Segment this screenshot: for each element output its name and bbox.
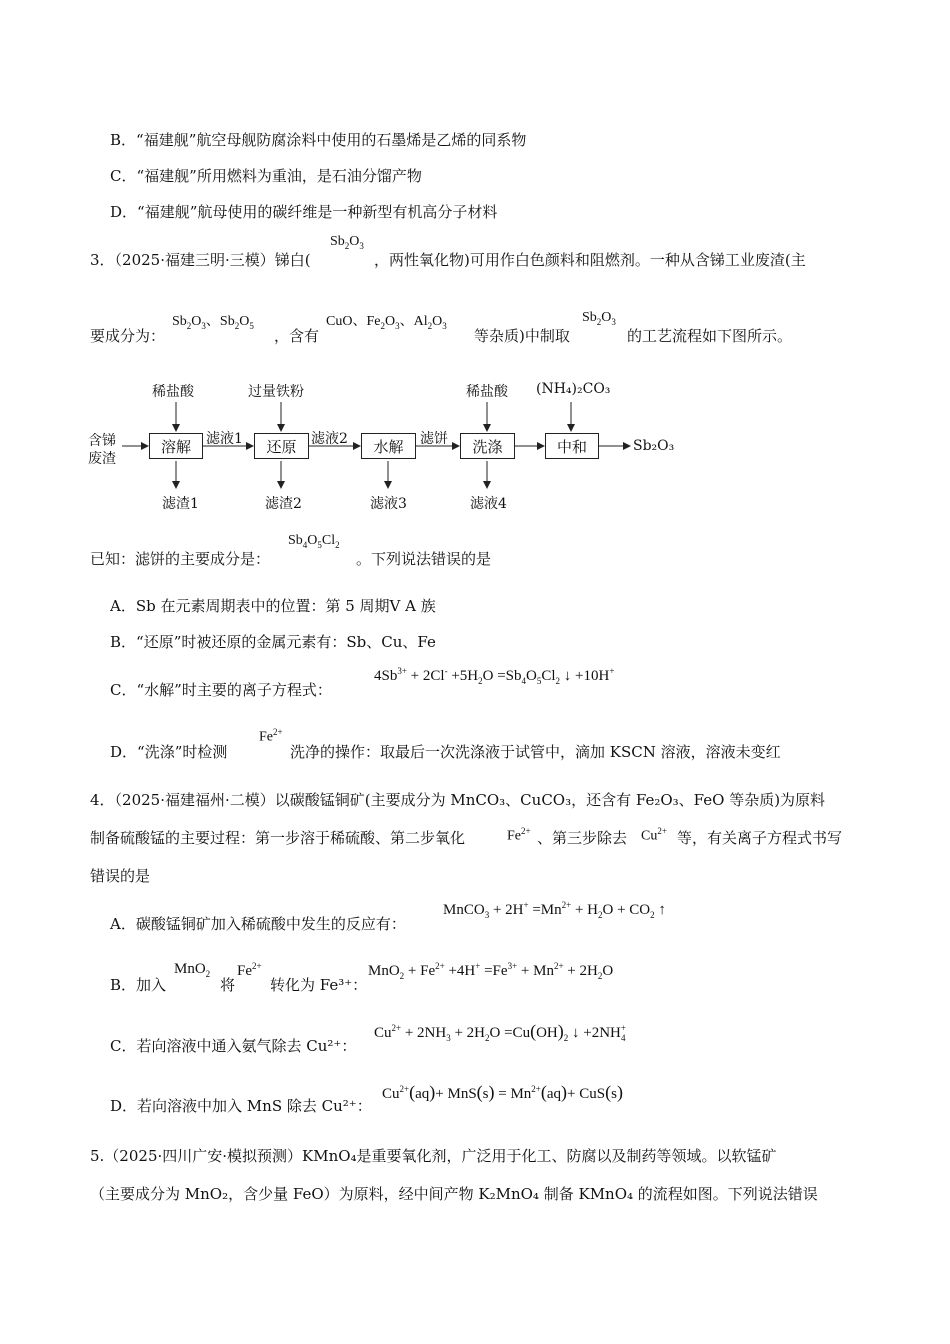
q4-option-b-a: B．加入: [110, 976, 167, 994]
flow-box-reduce: 还原: [254, 433, 309, 459]
flow-mid-label-1: 滤液1: [206, 431, 243, 447]
q2-option-d: D．“福建舰”航母使用的碳纤维是一种新型有机高分子材料: [110, 203, 498, 221]
q3-known-b: 。下列说法错误的是: [356, 550, 492, 568]
formula-sb2o3-2: $Sb_2O_3$: [582, 310, 616, 327]
formula-cu2plus: $Cu^{2+}$: [641, 826, 667, 844]
flow-top-reagent-4: (NH₄)₂CO₃: [536, 381, 611, 397]
q4-option-b-b: 将: [220, 976, 236, 994]
flow-top-reagent-3: 稀盐酸: [466, 384, 508, 400]
formula-sb2o3-sb2o5: $Sb_2O_3$、$Sb_2O_5$: [172, 314, 254, 331]
formula-sb4o5cl2: $Sb_4O_5Cl_2$: [288, 533, 340, 550]
q3-known-a: 已知：滤饼的主要成分是：: [90, 550, 271, 568]
formula-impurities: CuO、$Fe_2O_3$、$Al_2O_3$: [326, 314, 447, 331]
q4-option-b-c: 转化为 Fe³⁺：: [270, 976, 368, 994]
q3-stem-line1b: ，两性氧化物)可用作白色颜料和阻燃剂。一种从含锑工业废渣(主: [374, 251, 806, 269]
q5-stem-line2: （主要成分为 MnO₂，含少量 FeO）为原料，经中间产物 K₂MnO₄ 制备 KMnO₄ 的流程如图。下列说法错误: [90, 1185, 818, 1203]
formula-fe2plus: $Fe^{2+}$: [259, 727, 283, 745]
q4-stem-line2b: 、第三步除去: [537, 829, 628, 847]
flow-top-reagent-2: 过量铁粉: [248, 384, 304, 400]
q3-stem-line2b: ，含有: [274, 327, 320, 345]
formula-mno2: MnO$_2$: [174, 961, 211, 979]
flow-bottom-3: 滤液3: [370, 496, 407, 512]
flow-box-neutralize: 中和: [545, 433, 599, 459]
q4-stem-line1: 4．（2025·福建福州·二模）以碳酸锰铜矿(主要成分为 MnCO₃、CuCO₃，还含有 Fe₂O₃、FeO 等杂质)为原料: [90, 791, 826, 809]
equation-c: $Cu^{2+} + 2NH_3 + 2H_2O =Cu(OH)_2$ ↓ $+2NH^+_4$: [374, 1021, 626, 1043]
q3-stem-line1a: 3．（2025·福建三明·三模）锑白(: [90, 251, 311, 269]
q4-stem-line3: 错误的是: [90, 867, 151, 885]
flow-box-hydrolysis: 水解: [361, 433, 416, 459]
q3-option-d-b: 洗净的操作：取最后一次洗涤液于试管中，滴加 KSCN 溶液，溶液未变红: [290, 743, 781, 761]
q4-option-a: A．碳酸锰铜矿加入稀硫酸中发生的反应有：: [110, 915, 406, 933]
flow-product: Sb₂O₃: [633, 438, 675, 454]
q3-option-a: A．Sb 在元素周期表中的位置：第 5 周期Ⅴ A 族: [110, 597, 436, 615]
q3-option-c: C．“水解”时主要的离子方程式：: [110, 681, 332, 699]
q3-option-d-a: D．“洗涤”时检测: [110, 743, 228, 761]
flow-top-reagent-1: 稀盐酸: [152, 384, 194, 400]
flow-bottom-4: 滤液4: [470, 496, 507, 512]
equation-a: MnCO$_3$ + $2H^+ =Mn^{2+} + H_2O + CO_2$ ↑: [443, 900, 666, 920]
equation-d: $Cu^{2+}(aq)+ MnS(s) = Mn^{2+}(aq)+ CuS(s)$: [382, 1082, 623, 1102]
flow-input-label-2: 废渣: [88, 451, 116, 467]
flow-box-wash: 洗涤: [460, 433, 515, 459]
equation-hydrolysis: $4Sb^{3+} + 2Cl^- +5H_2O =Sb_4O_5Cl_2$ ↓ +10H+: [374, 666, 615, 686]
equation-b: $MnO_2 + Fe^{2+} +4H^+ =Fe^{3+} + Mn^{2+} + 2H_2O$: [368, 961, 614, 981]
formula-sb2o3: $Sb_2O_3$: [330, 234, 364, 251]
flow-bottom-1: 滤渣1: [162, 496, 199, 512]
q5-stem-line1: 5.（2025·四川广安·模拟预测）KMnO₄是重要氧化剂，广泛用于化工、防腐以及制药等领域。以软锰矿: [90, 1147, 777, 1165]
q4-stem-line2a: 制备硫酸锰的主要过程：第一步溶于稀硫酸、第二步氧化: [90, 829, 466, 847]
q2-option-b: B．“福建舰”航空母舰防腐涂料中使用的石墨烯是乙烯的同系物: [110, 131, 527, 149]
flow-bottom-2: 滤渣2: [265, 496, 302, 512]
q4-stem-line2c: 等，有关离子方程式书写: [677, 829, 843, 847]
q4-option-d: D．若向溶液中加入 MnS 除去 Cu²⁺：: [110, 1097, 372, 1115]
q4-option-c: C．若向溶液中通入氨气除去 Cu²⁺：: [110, 1037, 357, 1055]
q3-stem-line2d: 的工艺流程如下图所示。: [627, 327, 793, 345]
flow-mid-label-3: 滤饼: [420, 431, 448, 447]
flow-box-dissolve: 溶解: [149, 433, 203, 459]
formula-fe2plus-3: $Fe^{2+}$: [237, 961, 262, 979]
flow-input-label-1: 含锑: [88, 433, 116, 449]
formula-fe2plus-2: $Fe^{2+}$: [507, 826, 531, 844]
q3-option-b: B．“还原”时被还原的金属元素有：Sb、Cu、Fe: [110, 633, 436, 651]
q3-stem-line2a: 要成分为：: [90, 327, 166, 345]
q3-stem-line2c: 等杂质)中制取: [474, 327, 570, 345]
q2-option-c: C．“福建舰”所用燃料为重油，是石油分馏产物: [110, 167, 422, 185]
flow-mid-label-2: 滤液2: [311, 431, 348, 447]
